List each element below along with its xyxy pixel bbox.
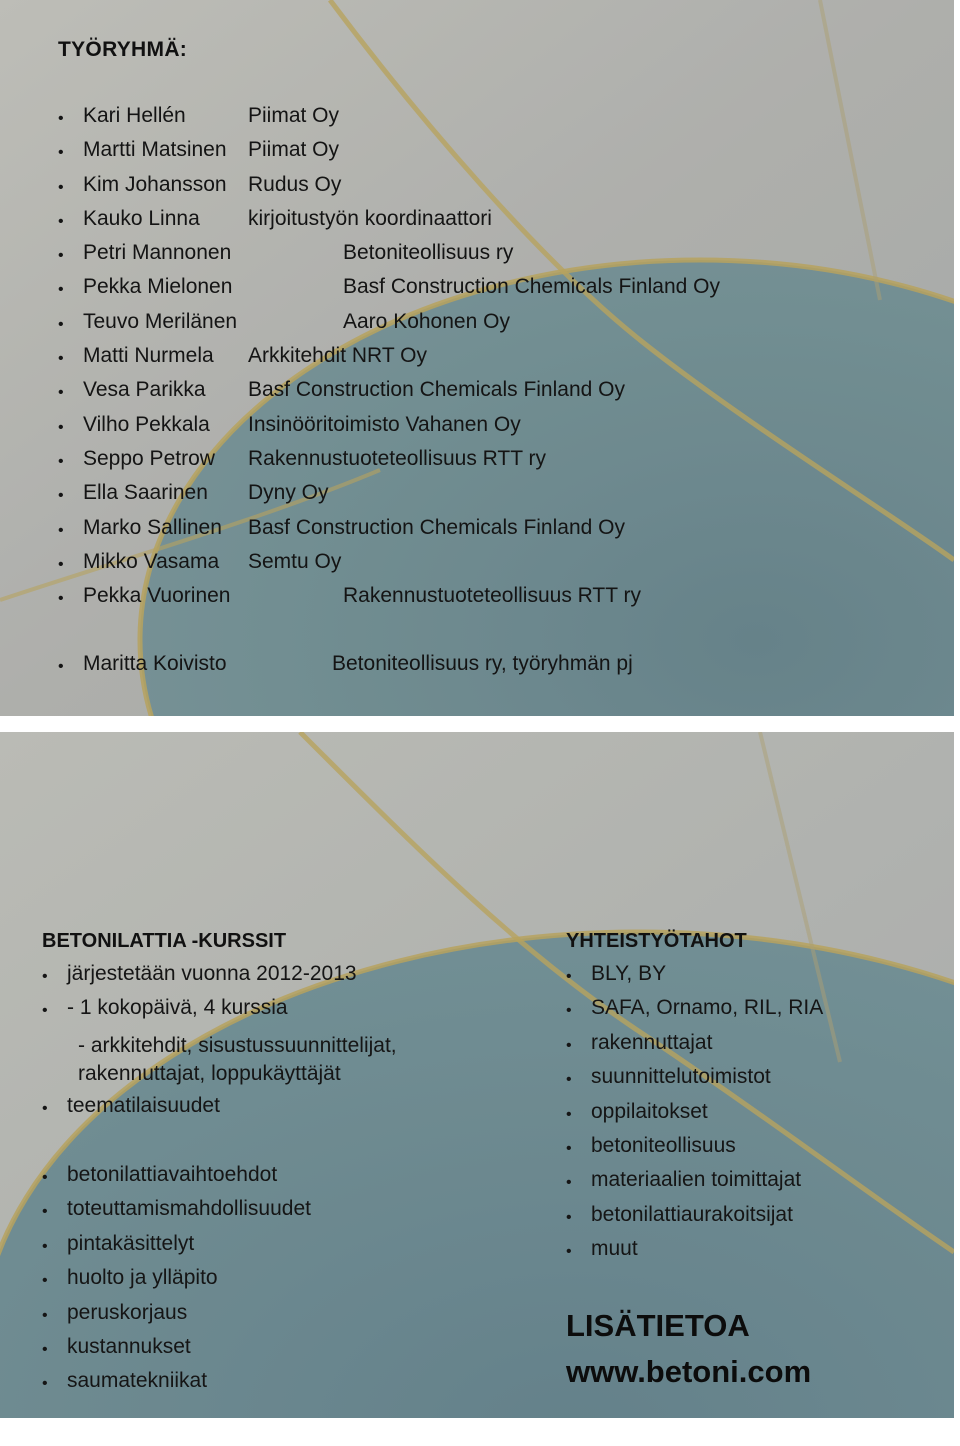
more-info-label: LISÄTIETOA	[566, 1308, 750, 1343]
more-info-link[interactable]: www.betoni.com	[566, 1354, 812, 1389]
chair-org: Betoniteollisuus ry, työryhmän pj	[332, 652, 633, 676]
member-org: Rudus Oy	[248, 172, 342, 196]
chair-name: Maritta Koivisto	[83, 652, 227, 676]
member-name: Teuvo Merilänen	[83, 309, 238, 333]
member-org: Insinööritoimisto Vahanen Oy	[248, 412, 521, 436]
member-name: Kari Hellén	[83, 104, 186, 127]
courses-title: BETONILATTIA -KURSSIT	[42, 930, 287, 952]
member-name: Matti Nurmela	[83, 344, 214, 368]
member-org: Aaro Kohonen Oy	[343, 309, 510, 333]
audience-text: - arkkitehdit, sisustussuunnittelijat, rakennuttajat, loppukäyttäjät	[78, 1034, 397, 1085]
member-name: Kim Johansson	[83, 172, 227, 196]
working-group-title: TYÖRYHMÄ:	[58, 38, 188, 61]
member-org: Dyny Oy	[248, 481, 329, 505]
member-name: Petri Mannonen	[83, 241, 232, 265]
working-group-panel: TYÖRYHMÄ: • Kari Hellén Piimat Oy • Martti Matsinen Piimat Oy • Kim Johansson Rudus Oy • Kauko Linna kirjoitustyön koordinaattori • Petri Mannonen Betoniteollisuus ry • Pekka Mielonen Basf Construction Chemicals Finland Oy • Teuvo Merilänen Aaro Kohonen Oy • Matti Nurmela Arkkitehdit NRT Oy • Vesa Parikka Basf Construction Chemicals Finland Oy • Vilho Pekkala Insinööritoimisto Vahanen Oy • Seppo Petrow Rakennustuoteteollisuus RTT ry • Ella Saarinen Dyny Oy • Marko Sallinen Basf Construction Chemicals Finland Oy • Mikko Vasama Semtu Oy • Pekka Vuorinen Rakennustuoteteollisuus RTT ry • Maritta Koivisto Betoniteollisuus ry, työryhmän pj	[0, 0, 954, 716]
member-org: Betoniteollisuus ry	[343, 241, 514, 265]
partners-title: YHTEISTYÖTAHOT	[566, 930, 747, 952]
member-org: Basf Construction Chemicals Finland Oy	[248, 515, 625, 539]
member-name: Vilho Pekkala	[83, 412, 210, 436]
member-org: Rakennustuoteteollisuus RTT ry	[248, 446, 547, 470]
member-name: Kauko Linna	[83, 206, 200, 230]
member-org: kirjoitustyön koordinaattori	[248, 206, 492, 230]
member-org: Rakennustuoteteollisuus RTT ry	[343, 584, 642, 608]
courses-panel: BETONILATTIA -KURSSIT • järjestetään vuonna 2012-2013 • - 1 kokopäivä, 4 kurssia - arkkitehdit, sisustussuunnittelijat, rakennuttajat, loppukäyttäjät • teematilaisuudet • betonilattiavaihtoehdot • toteuttamismahdollisuudet • pintakäsittelyt • huolto ja ylläpito • peruskorjaus • kustannukset • saumatekniikat YHTEISTYÖTAHOT • BLY, BY • SAFA, Ornamo, RIL, RIA • rakennuttajat • suunnittelutoimistot • oppilaitokset • betoniteollisuus • materiaalien toimittajat • betonilattiaurakoitsijat • muut LISÄTIETOA www.betoni.com	[0, 732, 954, 1418]
member-name: Vesa Parikka	[83, 378, 206, 402]
member-name: Ella Saarinen	[83, 481, 208, 505]
member-name: Seppo Petrow	[83, 446, 215, 470]
member-name: Marko Sallinen	[83, 515, 222, 539]
member-name: Pekka Mielonen	[83, 275, 233, 299]
member-org: Piimat Oy	[248, 138, 340, 162]
member-name: Mikko Vasama	[83, 549, 220, 573]
member-org: Arkkitehdit NRT Oy	[248, 344, 427, 368]
member-org: Semtu Oy	[248, 549, 342, 573]
member-org: Basf Construction Chemicals Finland Oy	[248, 378, 625, 402]
member-name: Pekka Vuorinen	[83, 584, 231, 608]
member-name: Martti Matsinen	[83, 138, 227, 162]
member-org: Basf Construction Chemicals Finland Oy	[343, 275, 720, 299]
member-org: Piimat Oy	[248, 104, 340, 127]
